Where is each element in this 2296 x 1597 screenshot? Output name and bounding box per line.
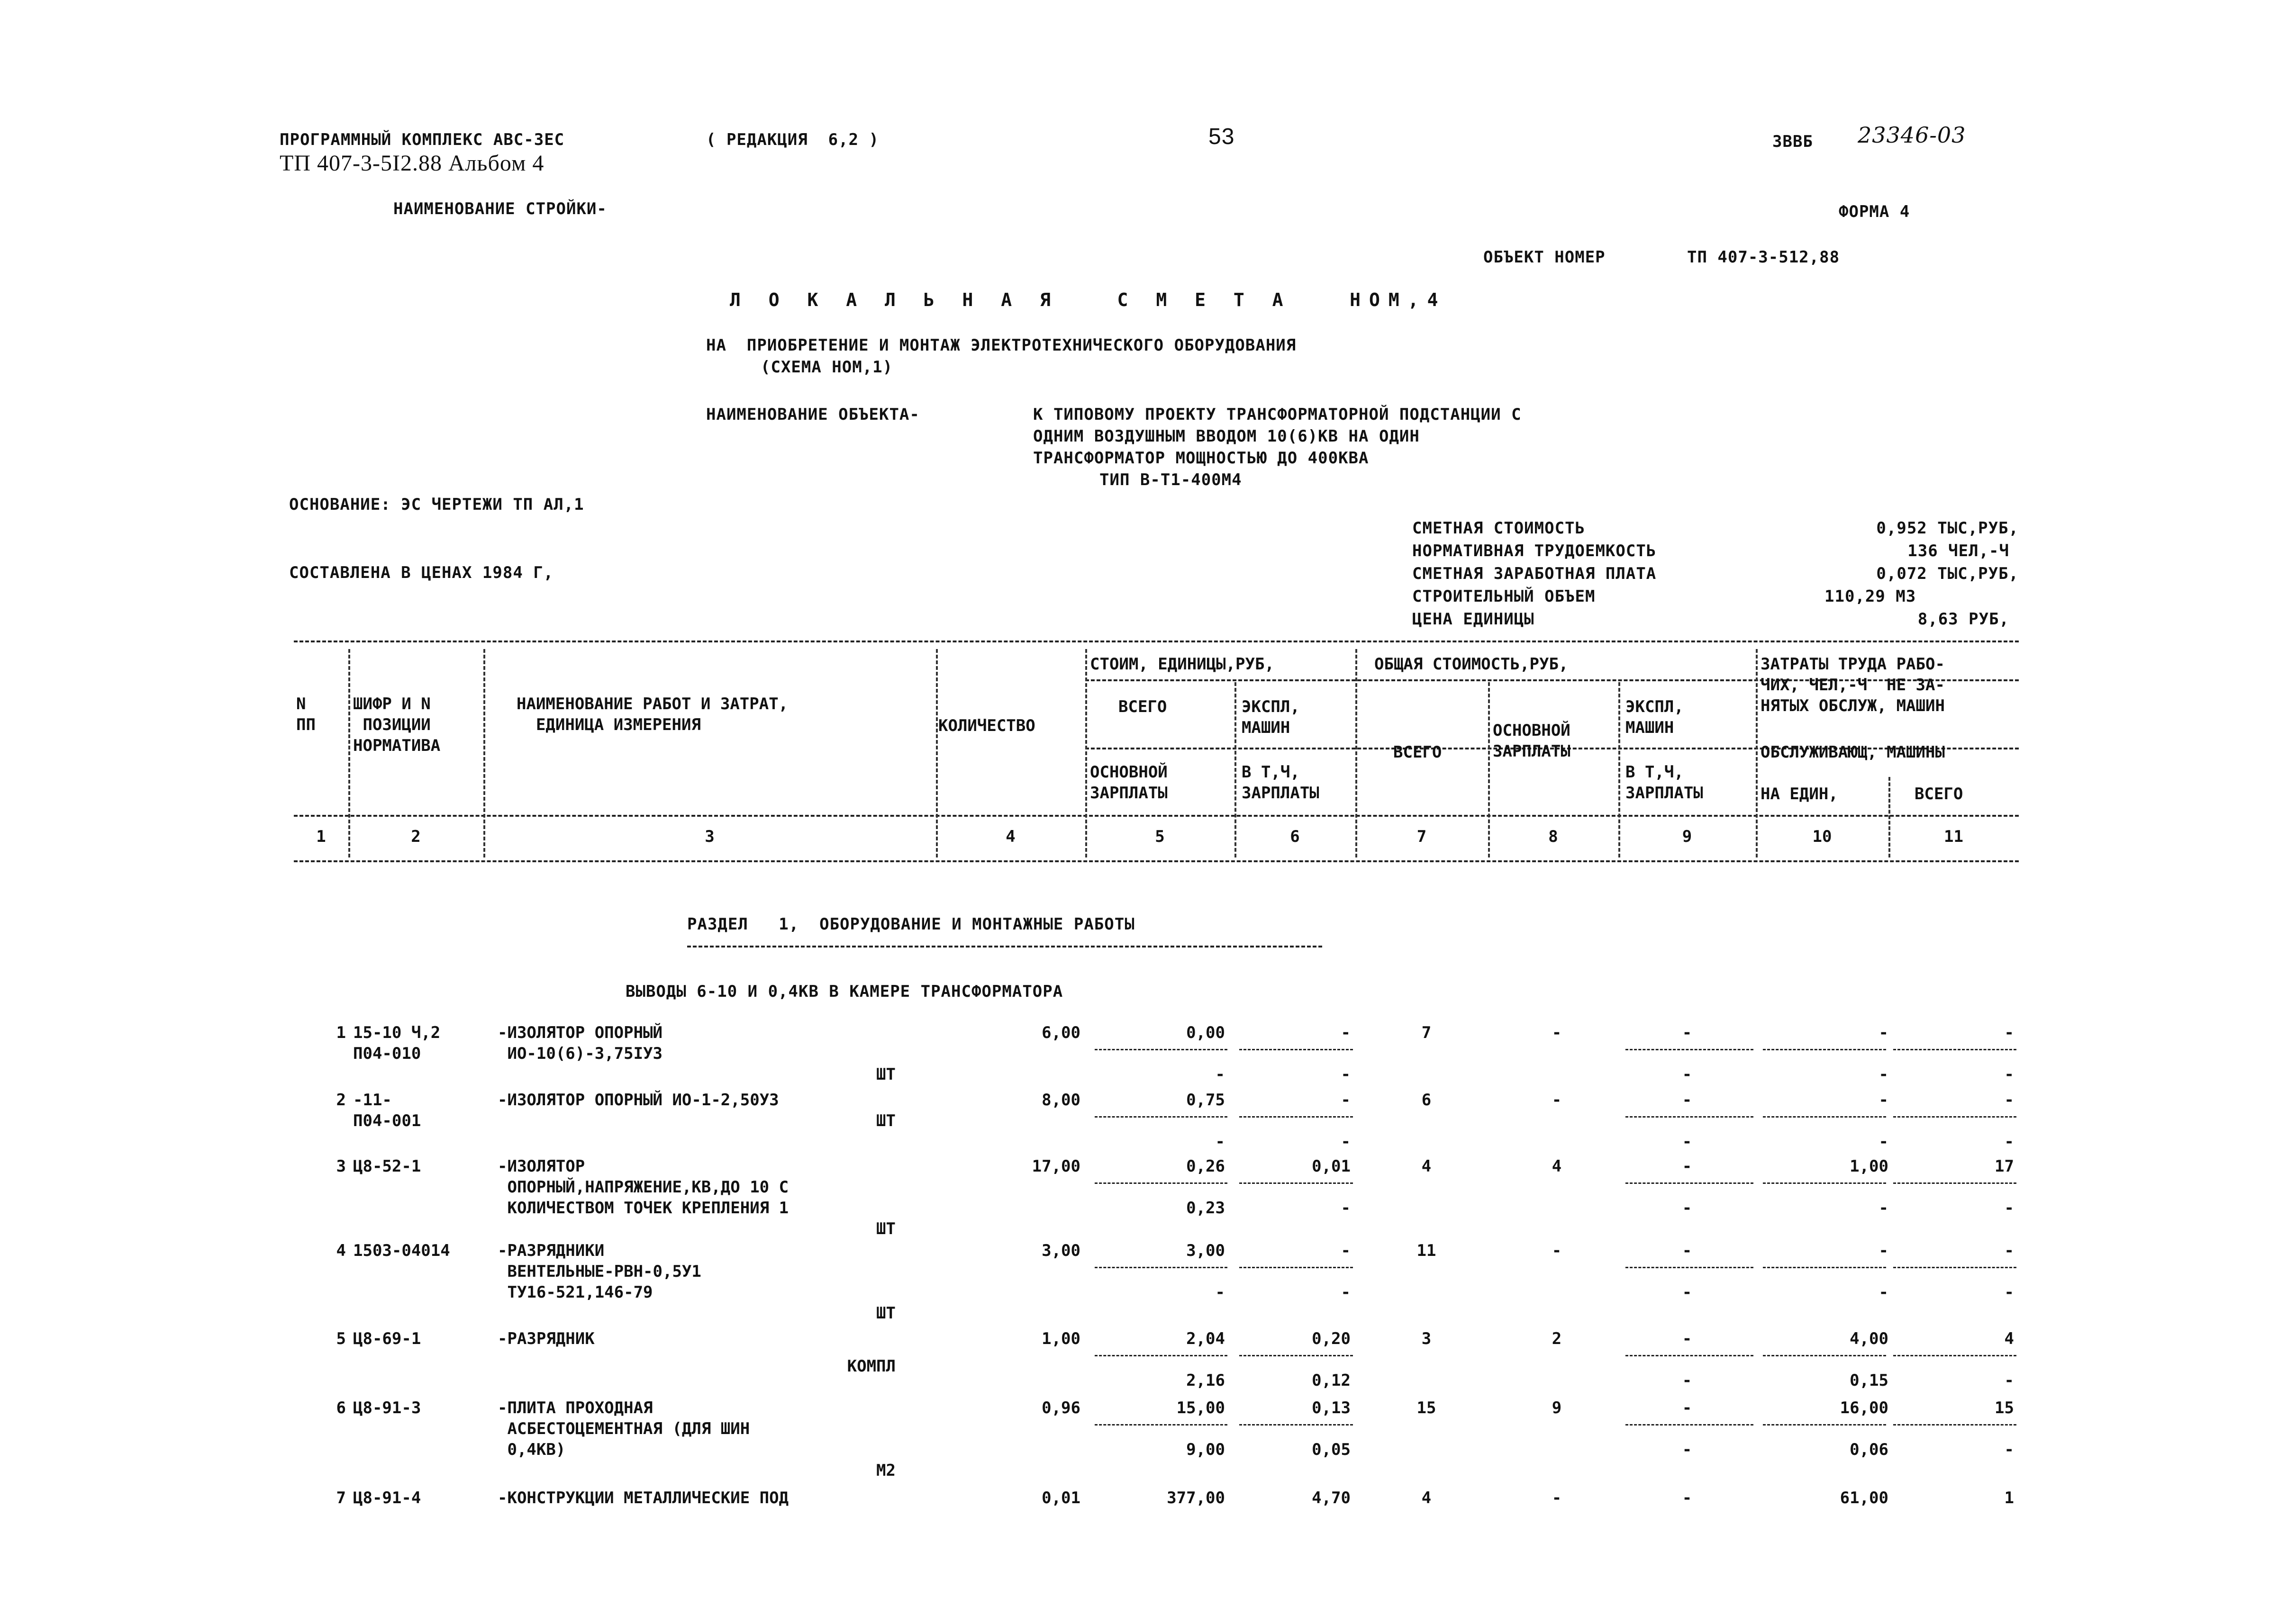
row-total-cost: 3 <box>1421 1329 1432 1348</box>
section-title-underline <box>687 946 1322 947</box>
summary-label: СТРОИТЕЛЬНЫЙ ОБЪЕМ <box>1412 587 1596 606</box>
row-quantity: 0,96 <box>1042 1399 1080 1417</box>
row-unit-base-wage: - <box>1215 1065 1225 1084</box>
row-number: 3 <box>336 1157 346 1176</box>
cell-divider-rule <box>1625 1182 1753 1184</box>
cell-divider-rule <box>1893 1355 2016 1356</box>
row-labour-service-total: - <box>2004 1440 2014 1459</box>
row-unit-machine-wage: 0,12 <box>1312 1371 1351 1390</box>
column-number: 2 <box>411 827 421 846</box>
column-number: 10 <box>1812 827 1832 846</box>
row-unit-machine-wage: - <box>1341 1283 1351 1302</box>
cell-divider-rule <box>1239 1424 1353 1426</box>
header-group-total-cost: ОБЩАЯ СТОИМОСТЬ,РУБ, <box>1374 655 1569 674</box>
cell-divider-rule <box>1625 1355 1753 1356</box>
summary-label: НОРМАТИВНАЯ ТРУДОЕМКОСТЬ <box>1412 541 1657 560</box>
row-unit-cost-total: 0,00 <box>1186 1023 1225 1042</box>
header-col-9a: ЭКСПЛ, МАШИН <box>1625 697 1684 737</box>
row-unit-cost-machines: - <box>1341 1241 1351 1260</box>
cell-divider-rule <box>1763 1049 1886 1050</box>
header-col-9b: В Т,Ч, ЗАРПЛАТЫ <box>1625 763 1703 803</box>
row-machine-wage: - <box>1682 1283 1692 1302</box>
cell-divider-rule <box>1239 1267 1353 1268</box>
row-quantity: 0,01 <box>1042 1489 1080 1507</box>
row-code: Ц8-52-1 <box>353 1157 421 1176</box>
cell-divider-rule <box>1095 1116 1227 1118</box>
row-unit-cost-total: 3,00 <box>1186 1241 1225 1260</box>
header-group-unit-cost: СТОИМ, ЕДИНИЦЫ,РУБ, <box>1090 655 1274 674</box>
row-code: 1503-04014 <box>353 1241 450 1260</box>
construction-name-label: НАИМЕНОВАНИЕ СТРОЙКИ- <box>393 199 607 218</box>
row-machine-operation: - <box>1682 1329 1692 1348</box>
row-base-wage-total: - <box>1552 1241 1562 1260</box>
row-unit-base-wage: 9,00 <box>1186 1440 1225 1459</box>
row-number: 2 <box>336 1091 346 1110</box>
row-labour-per-unit: 4,00 <box>1850 1329 1888 1348</box>
row-labour-total: - <box>2004 1241 2014 1260</box>
header-col-1: N ПП <box>296 695 316 734</box>
row-machine-wage: - <box>1682 1065 1692 1084</box>
row-machine-wage: - <box>1682 1371 1692 1390</box>
row-total-cost: 4 <box>1421 1489 1432 1507</box>
cell-divider-rule <box>1095 1182 1227 1184</box>
column-number-rule <box>294 860 2019 862</box>
row-unit-cost-machines: 0,20 <box>1312 1329 1351 1348</box>
row-unit-base-wage: - <box>1215 1283 1225 1302</box>
inventory-number: 23346-03 <box>1858 122 1966 148</box>
row-unit-cost-machines: 0,13 <box>1312 1399 1351 1417</box>
row-name: -ИЗОЛЯТОР ОПОРНЫЙ,НАПРЯЖЕНИЕ,КВ,ДО 10 С КОЛИЧЕСТВОМ ТОЧЕК КРЕПЛЕНИЯ 1 <box>498 1157 789 1218</box>
row-unit-cost-total: 0,26 <box>1186 1157 1225 1176</box>
row-machine-operation: - <box>1682 1023 1692 1042</box>
column-number: 3 <box>705 827 715 846</box>
row-unit-cost-total: 0,75 <box>1186 1091 1225 1110</box>
row-unit-base-wage: - <box>1215 1132 1225 1151</box>
column-number: 1 <box>316 827 326 846</box>
row-base-wage-total: - <box>1552 1489 1562 1507</box>
header-col-3: НАИМЕНОВАНИЕ РАБОТ И ЗАТРАТ, ЕДИНИЦА ИЗМЕРЕНИЯ <box>517 695 789 734</box>
cell-divider-rule <box>1095 1355 1227 1356</box>
document-code: ТП 407-3-5I2.88 Альбом 4 <box>280 151 545 176</box>
row-code: Ц8-69-1 <box>353 1329 421 1348</box>
row-unit-cost-machines: - <box>1341 1091 1351 1110</box>
row-unit-cost-machines: 4,70 <box>1312 1489 1351 1507</box>
section-title: РАЗДЕЛ 1, ОБОРУДОВАНИЕ И МОНТАЖНЫЕ РАБОТЫ <box>687 915 1135 934</box>
row-name: -РАЗРЯДНИК <box>498 1329 595 1348</box>
cell-divider-rule <box>1893 1182 2016 1184</box>
header-group-labour-sub: ОБСЛУЖИВАЮЩ, МАШИНЫ <box>1761 743 1945 762</box>
row-labour-service-per-unit: 0,06 <box>1850 1440 1888 1459</box>
row-labour-service-per-unit: - <box>1879 1283 1888 1302</box>
object-number-label: ОБЪЕКТ НОМЕР <box>1483 248 1606 267</box>
row-base-wage-total: 4 <box>1552 1157 1562 1176</box>
row-unit-machine-wage: 0,05 <box>1312 1440 1351 1459</box>
column-number: 11 <box>1944 827 1963 846</box>
cell-divider-rule <box>1763 1116 1886 1118</box>
summary-value: 0,072 ТЫС,РУБ, <box>1876 564 2019 583</box>
summary-value: 0,952 ТЫС,РУБ, <box>1876 519 2019 538</box>
row-name: -ПЛИТА ПРОХОДНАЯ АСБЕСТОЦЕМЕНТНАЯ (ДЛЯ ШИН 0,4КВ) <box>498 1399 750 1459</box>
row-total-cost: 6 <box>1421 1091 1432 1110</box>
column-number: 6 <box>1290 827 1300 846</box>
summary-value: 136 ЧЕЛ,-Ч <box>1907 541 2009 560</box>
row-base-wage-total: - <box>1552 1091 1562 1110</box>
row-machine-operation: - <box>1682 1091 1692 1110</box>
column-number: 9 <box>1682 827 1692 846</box>
row-labour-per-unit: - <box>1879 1241 1888 1260</box>
row-labour-total: - <box>2004 1023 2014 1042</box>
cell-divider-rule <box>1095 1267 1227 1268</box>
row-labour-total: 15 <box>1995 1399 2014 1417</box>
inventory-prefix: ЗВВБ <box>1772 132 1813 151</box>
cell-divider-rule <box>1625 1116 1753 1118</box>
row-number: 7 <box>336 1489 346 1507</box>
row-number: 5 <box>336 1329 346 1348</box>
row-name: -ИЗОЛЯТОР ОПОРНЫЙ ИО-1-2,50УЗ <box>498 1091 779 1110</box>
row-labour-per-unit: - <box>1879 1023 1888 1042</box>
cell-divider-rule <box>1239 1049 1353 1050</box>
row-labour-per-unit: - <box>1879 1091 1888 1110</box>
row-unit-cost-total: 2,04 <box>1186 1329 1225 1348</box>
column-number: 5 <box>1155 827 1165 846</box>
header-col-6b: В Т,Ч, ЗАРПЛАТЫ <box>1242 763 1319 803</box>
row-labour-per-unit: 16,00 <box>1840 1399 1888 1417</box>
object-number: ТП 407-3-512,88 <box>1687 248 1840 267</box>
program-name: ПРОГРАММНЫЙ КОМПЛЕКС АВС-ЗЕС <box>280 130 565 149</box>
row-labour-service-total: - <box>2004 1199 2014 1218</box>
header-col-7: ВСЕГО <box>1393 743 1442 762</box>
row-unit-cost-total: 15,00 <box>1176 1399 1225 1417</box>
header-col-5a: ВСЕГО <box>1118 697 1167 716</box>
summary-value: 110,29 М3 <box>1824 587 1916 606</box>
row-number: 4 <box>336 1241 346 1260</box>
cell-divider-rule <box>1893 1424 2016 1426</box>
header-col-6a: ЭКСПЛ, МАШИН <box>1242 697 1300 737</box>
row-unit-base-wage: 0,23 <box>1186 1199 1225 1218</box>
form-label: ФОРМА 4 <box>1839 202 1910 221</box>
summary-value: 8,63 РУБ, <box>1917 610 2009 629</box>
cell-divider-rule <box>1239 1116 1353 1118</box>
row-quantity: 1,00 <box>1042 1329 1080 1348</box>
row-total-cost: 4 <box>1421 1157 1432 1176</box>
row-machine-operation: - <box>1682 1241 1692 1260</box>
row-labour-service-per-unit: - <box>1879 1132 1888 1151</box>
row-total-cost: 11 <box>1416 1241 1436 1260</box>
cell-divider-rule <box>1239 1355 1353 1356</box>
row-code: Ц8-91-3 <box>353 1399 421 1417</box>
row-base-wage-total: 9 <box>1552 1399 1562 1417</box>
row-labour-service-total: - <box>2004 1283 2014 1302</box>
row-quantity: 6,00 <box>1042 1023 1080 1042</box>
cell-divider-rule <box>1893 1049 2016 1050</box>
row-machine-operation: - <box>1682 1157 1692 1176</box>
row-unit: ШТ <box>876 1304 896 1323</box>
row-total-cost: 15 <box>1416 1399 1436 1417</box>
row-machine-wage: - <box>1682 1440 1692 1459</box>
cell-divider-rule <box>1763 1182 1886 1184</box>
row-machine-wage: - <box>1682 1132 1692 1151</box>
row-labour-total: 1 <box>2004 1489 2014 1507</box>
edition: ( РЕДАКЦИЯ 6,2 ) <box>706 130 879 149</box>
header-col-2: ШИФР И N ПОЗИЦИИ НОРМАТИВА <box>353 695 441 755</box>
page-number: 53 <box>1208 124 1235 149</box>
row-name: -РАЗРЯДНИКИ ВЕНТЕЛЬНЫЕ-РВН-0,5У1 ТУ16-521,146-79 <box>498 1241 701 1302</box>
row-code: 15-10 Ч,2 П04-010 <box>353 1023 441 1063</box>
row-code: Ц8-91-4 <box>353 1489 421 1507</box>
estimate-title: Л О К А Л Ь Н А Я С М Е Т А НОМ,4 <box>730 289 1447 310</box>
row-machine-operation: - <box>1682 1399 1692 1417</box>
cell-divider-rule <box>1625 1267 1753 1268</box>
price-level: СОСТАВЛЕНА В ЦЕНАХ 1984 Г, <box>289 563 554 582</box>
cell-divider-rule <box>1893 1267 2016 1268</box>
row-name: -КОНСТРУКЦИИ МЕТАЛЛИЧЕСКИЕ ПОД <box>498 1489 789 1507</box>
row-unit-base-wage: 2,16 <box>1186 1371 1225 1390</box>
header-bottom-rule <box>294 815 2019 817</box>
row-labour-service-per-unit: 0,15 <box>1850 1371 1888 1390</box>
row-labour-total: 17 <box>1995 1157 2014 1176</box>
summary-label: СМЕТНАЯ ЗАРАБОТНАЯ ПЛАТА <box>1412 564 1657 583</box>
row-code: -11- П04-001 <box>353 1091 421 1130</box>
row-unit: КОМПЛ <box>847 1357 896 1376</box>
header-col-4: КОЛИЧЕСТВО <box>938 716 1035 735</box>
table-top-rule <box>294 641 2019 642</box>
cell-divider-rule <box>1763 1267 1886 1268</box>
cell-divider-rule <box>1763 1355 1886 1356</box>
column-number: 8 <box>1548 827 1558 846</box>
summary-label: ЦЕНА ЕДИНИЦЫ <box>1412 610 1534 629</box>
header-group-labour: ЗАТРАТЫ ТРУДА РАБО- ЧИХ, ЧЕЛ,-Ч НЕ ЗА- НЯТЫХ ОБСЛУЖ, МАШИН <box>1761 655 1945 715</box>
section-subtitle: ВЫВОДЫ 6-10 И 0,4КВ В КАМЕРЕ ТРАНСФОРМАТОРА <box>626 982 1063 1001</box>
object-name-label: НАИМЕНОВАНИЕ ОБЪЕКТА- <box>706 405 920 424</box>
row-labour-service-total: - <box>2004 1065 2014 1084</box>
summary-label: СМЕТНАЯ СТОИМОСТЬ <box>1412 519 1585 538</box>
row-unit-cost-machines: 0,01 <box>1312 1157 1351 1176</box>
row-base-wage-total: - <box>1552 1023 1562 1042</box>
row-labour-per-unit: 1,00 <box>1850 1157 1888 1176</box>
object-name-line-2: ОДНИМ ВОЗДУШНЫМ ВВОДОМ 10(6)КВ НА ОДИН <box>1033 427 1420 446</box>
cell-divider-rule <box>1763 1424 1886 1426</box>
row-labour-total: 4 <box>2004 1329 2014 1348</box>
row-labour-total: - <box>2004 1091 2014 1110</box>
cell-divider-rule <box>1239 1182 1353 1184</box>
column-number: 7 <box>1416 827 1427 846</box>
estimate-subject-line-2: (СХЕМА НОМ,1) <box>761 358 893 377</box>
object-name-line-4: ТИП В-Т1-400М4 <box>1099 470 1242 489</box>
row-unit: ШТ <box>876 1065 896 1084</box>
row-quantity: 3,00 <box>1042 1241 1080 1260</box>
cell-divider-rule <box>1095 1424 1227 1426</box>
row-labour-service-per-unit: - <box>1879 1199 1888 1218</box>
row-unit: ШТ <box>876 1219 896 1238</box>
row-labour-per-unit: 61,00 <box>1840 1489 1888 1507</box>
cell-divider-rule <box>1625 1049 1753 1050</box>
cell-divider-rule <box>1625 1424 1753 1426</box>
row-unit: ШТ <box>876 1111 896 1130</box>
row-total-cost: 7 <box>1421 1023 1432 1042</box>
column-number: 4 <box>1006 827 1016 846</box>
header-col-8: ОСНОВНОЙ ЗАРПЛАТЫ <box>1493 721 1570 761</box>
row-machine-operation: - <box>1682 1489 1692 1507</box>
row-quantity: 8,00 <box>1042 1091 1080 1110</box>
row-machine-wage: - <box>1682 1199 1692 1218</box>
cell-divider-rule <box>1095 1049 1227 1050</box>
row-labour-service-per-unit: - <box>1879 1065 1888 1084</box>
row-unit-machine-wage: - <box>1341 1132 1351 1151</box>
cell-divider-rule <box>1893 1116 2016 1118</box>
object-name-line-1: К ТИПОВОМУ ПРОЕКТУ ТРАНСФОРМАТОРНОЙ ПОДСТАНЦИИ С <box>1033 405 1522 424</box>
row-unit-cost-machines: - <box>1341 1023 1351 1042</box>
object-name-line-3: ТРАНСФОРМАТОР МОЩНОСТЬЮ ДО 400КВА <box>1033 449 1369 468</box>
basis: ОСНОВАНИЕ: ЭС ЧЕРТЕЖИ ТП АЛ,1 <box>289 495 584 514</box>
row-unit-cost-total: 377,00 <box>1167 1489 1225 1507</box>
header-col-11: ВСЕГО <box>1915 785 1963 803</box>
row-base-wage-total: 2 <box>1552 1329 1562 1348</box>
header-col-5b: ОСНОВНОЙ ЗАРПЛАТЫ <box>1090 763 1168 803</box>
row-number: 1 <box>336 1023 346 1042</box>
row-labour-service-total: - <box>2004 1132 2014 1151</box>
row-unit-machine-wage: - <box>1341 1199 1351 1218</box>
row-quantity: 17,00 <box>1032 1157 1080 1176</box>
row-labour-service-total: - <box>2004 1371 2014 1390</box>
row-unit-machine-wage: - <box>1341 1065 1351 1084</box>
row-name: -ИЗОЛЯТОР ОПОРНЫЙ ИО-10(6)-3,75IУЗ <box>498 1023 662 1063</box>
estimate-subject-line-1: НА ПРИОБРЕТЕНИЕ И МОНТАЖ ЭЛЕКТРОТЕХНИЧЕСКОГО ОБОРУДОВАНИЯ <box>706 336 1297 355</box>
header-col-10: НА ЕДИН, <box>1761 785 1838 803</box>
row-number: 6 <box>336 1399 346 1417</box>
row-unit: М2 <box>876 1461 896 1480</box>
